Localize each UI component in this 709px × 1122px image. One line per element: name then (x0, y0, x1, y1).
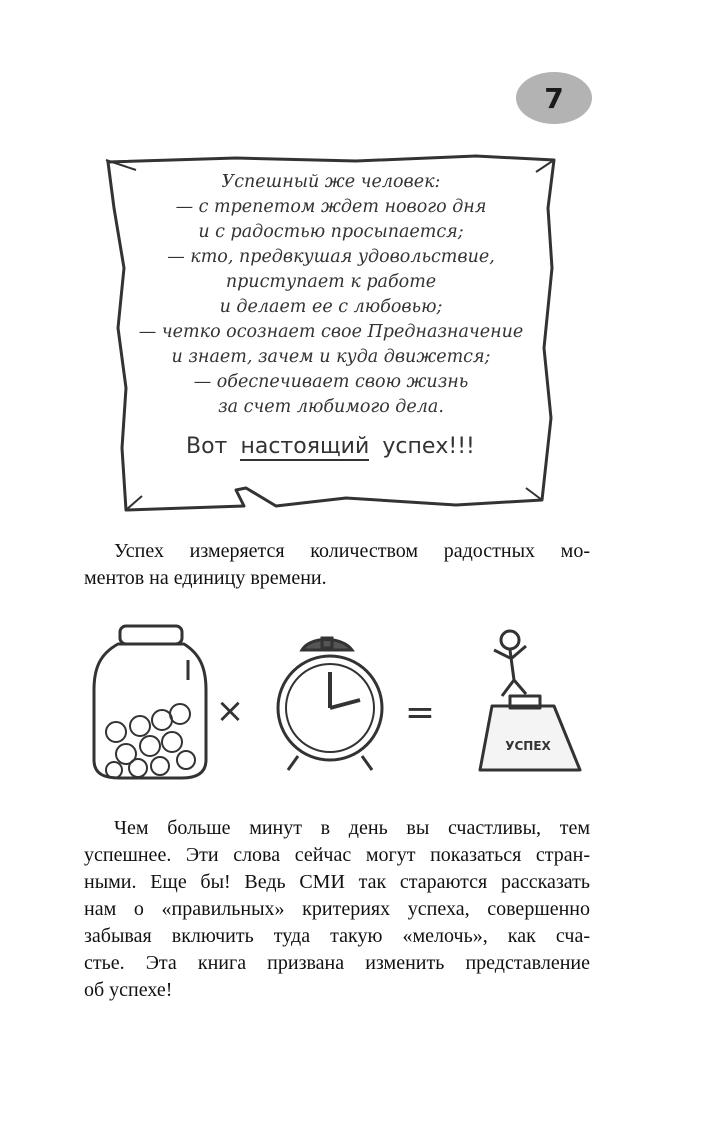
quote-line: — обеспечивает свою жизнь (193, 372, 469, 392)
page-number-badge (516, 72, 592, 124)
quote-line: и делает ее с любовью; (219, 297, 443, 317)
alarm-clock-icon (278, 638, 382, 770)
paragraph-success-definition (84, 538, 590, 592)
quote-scroll (96, 148, 566, 520)
paragraph-line: успешнее. Эти слова сейчас могут показаться стран- (84, 844, 590, 866)
quote-line: — с трепетом ждет нового дня (175, 197, 487, 217)
paragraph-line: Успех измеряется количеством радостных мо- (114, 540, 590, 562)
paragraph-line: ными. Еще бы! Ведь СМИ так стараются рассказать (84, 871, 590, 893)
multiply-sign: × (215, 691, 245, 731)
paragraph-line: стье. Эта книга призвана изменить представление (84, 952, 590, 974)
quote-line: Успешный же человек: (221, 172, 441, 192)
paragraph-line: Чем больше минут в день вы счастливы, тем (114, 817, 590, 839)
jar-of-smiles-icon (94, 626, 206, 778)
paragraph-line: нам о «правильных» критериях успеха, совершенно (84, 898, 590, 920)
quote-line: и с радостью просыпается; (198, 222, 464, 242)
quote-line: за счет любимого дела. (218, 397, 444, 417)
quote-line: и знает, зачем и куда движется; (171, 347, 491, 367)
paragraph-line: об успехе! (84, 979, 173, 1001)
slogan-suffix: успех!!! (382, 434, 475, 459)
slogan-word: настоящий (240, 434, 370, 459)
handwritten-slogan (186, 434, 475, 459)
success-formula-illustration (80, 620, 600, 780)
equals-sign: = (404, 692, 436, 733)
quote-line: приступает к работе (225, 272, 437, 292)
slogan-prefix: Вот (186, 434, 228, 459)
pedestal-label: УСПЕХ (505, 739, 551, 753)
paragraph-line: ментов на единицу времени. (84, 567, 327, 589)
paragraph-happiness (84, 815, 590, 1004)
quote-text (116, 170, 546, 420)
page-number: 7 (544, 81, 564, 115)
quote-line: — четко осознает свое Предназначение (138, 322, 524, 342)
paragraph-line: забывая включить туда такую «мелочь», как сча- (84, 925, 590, 947)
quote-line: — кто, предвкушая удовольствие, (167, 247, 495, 267)
